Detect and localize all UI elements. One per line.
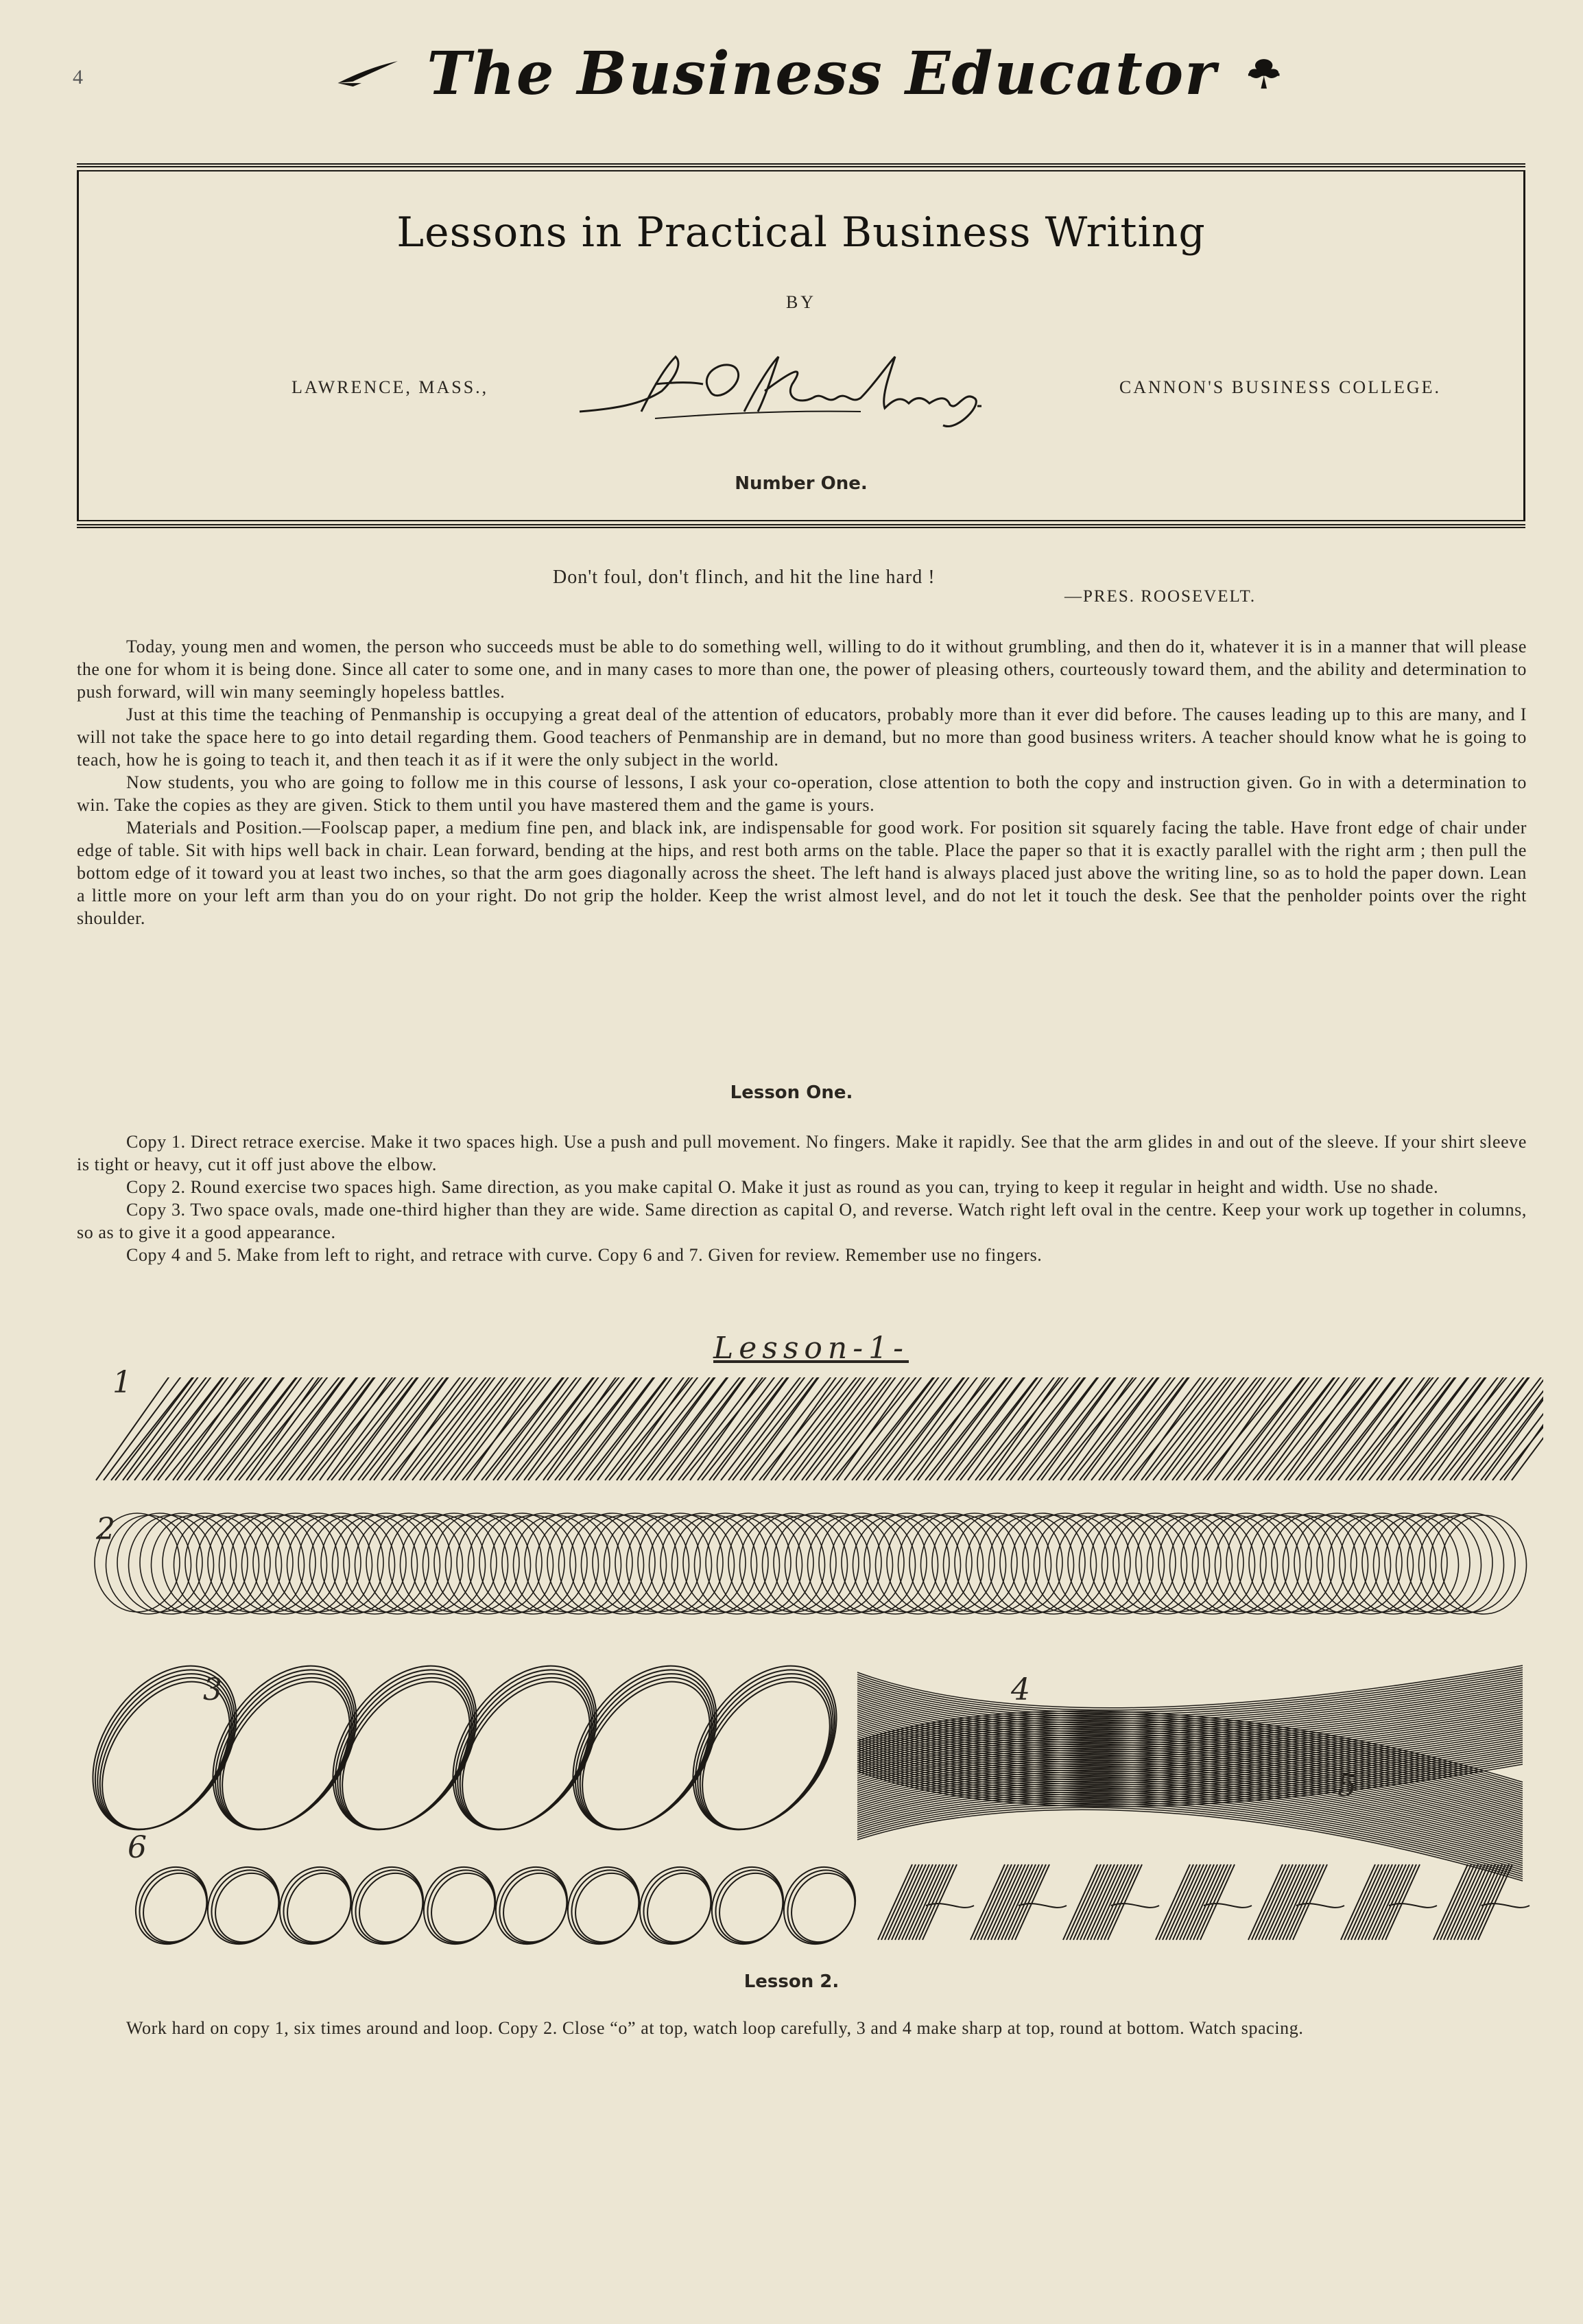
- penmanship-plate: [82, 1331, 1543, 2324]
- paragraph: Today, young men and women, the person who succeeds must be able to do something well, willing to do it without grumbling, and then do it, whatever it is in a manner that will please the one for whom it is being done. Since all cater to some one, and in many cases to more than one, the power of pleasing others, courteously toward them, and the ability and determination to push forward, will win many seemingly hopeless battles.: [77, 637, 1527, 702]
- author-signature: [573, 343, 998, 432]
- plate-title: Lesson-1-: [713, 1331, 909, 1366]
- copy-3-ovals: [82, 1639, 866, 1856]
- paragraph: Copy 4 and 5. Make from left to right, and retrace with curve. Copy 6 and 7. Given for review. Remember use no fingers.: [126, 1245, 1043, 1265]
- lesson-one-text: [77, 1130, 1527, 1266]
- by-label: BY: [785, 292, 817, 312]
- lesson-one-heading: Lesson One.: [730, 1082, 853, 1103]
- college-name: CANNON'S BUSINESS COLLEGE.: [1119, 377, 1441, 397]
- masthead: [336, 36, 1283, 111]
- intro-text: [77, 635, 1527, 929]
- copy-label-4: 4: [1011, 1672, 1030, 1707]
- copy-6-7-review: [122, 1854, 1530, 1957]
- quill-pen-icon: [336, 49, 399, 97]
- exercise-drawing: [82, 1377, 1543, 1995]
- copy-label-6: 6: [128, 1830, 147, 1865]
- lesson-series-heading: Lessons in Practical Business Writing: [396, 209, 1206, 257]
- paragraph: Copy 3. Two space ovals, made one-third higher than they are wide. Same direction as capital O, and reverse. Watch right left oval in the centre. Keep your work up together in columns, so as to give it a good appearance.: [77, 1200, 1527, 1242]
- paragraph: Just at this time the teaching of Penmanship is occupying a great deal of the attention of educators, probably more than it ever did before. The causes leading up to this are many, and I will not take the space here to go into detail regarding them. Good teachers of Penmanship are in demand, but no more than good business writers. A teacher should know what he is going to teach, how he is going to teach it, and then teach it as if it were the only subject in the world.: [77, 704, 1527, 770]
- copy-label-3: 3: [203, 1672, 222, 1707]
- paragraph: Copy 1. Direct retrace exercise. Make it two spaces high. Use a push and pull movement. No fingers. Make it rapidly. See that the arm glides in and out of the sleeve. If your shirt sleeve is tight or heavy, cut it off just above the elbow.: [77, 1132, 1527, 1174]
- paragraph: Materials and Position.—Foolscap paper, a medium fine pen, and black ink, are indispensable for good work. For position sit squarely facing the table. Have front edge of chair under edge of table. Sit with hips well back in chair. Lean forward, bending at the hips, and rest both arms on the table. Place the paper so that it is exactly parallel with the right arm ; then pull the bottom edge of it toward you at least two inches, so that the arm goes diagonally across the sheet. The left hand is always placed just above the writing line, so as to hold the paper down. Lean a little more on your left arm than you do on your right. Do not grip the holder. Keep the wrist almost level, and do not let it touch the desk. See that the penholder points over the right shoulder.: [77, 818, 1527, 928]
- copy-label-1: 1: [112, 1365, 132, 1400]
- page-number: 4: [73, 66, 83, 88]
- copy-2-round-exercise: [95, 1513, 1527, 1614]
- author-location: LAWRENCE, MASS.,: [291, 377, 489, 397]
- paragraph: Copy 2. Round exercise two spaces high. Same direction, as you make capital O. Make it just as round as you can, trying to keep it regular in height and width. Use no shade.: [126, 1177, 1439, 1197]
- copy-label-5: 5: [1337, 1768, 1357, 1803]
- masthead-title: The Business Educator: [427, 38, 1217, 108]
- lesson-two-text: [77, 2017, 1527, 2039]
- copy-4-5-curve-exercise: [857, 1665, 1523, 1881]
- copy-1-retrace-exercise: [96, 1377, 1543, 1480]
- copy-label-2: 2: [96, 1512, 115, 1547]
- lesson-title-box: [77, 163, 1525, 528]
- epigraph-quote: Don't foul, don't flinch, and hit the line hard !: [553, 567, 936, 588]
- lesson-number: Number One.: [735, 473, 868, 494]
- fleur-ornament-icon: [1245, 46, 1283, 101]
- epigraph-author: —PRES. ROOSEVELT.: [1064, 587, 1257, 606]
- paragraph: Work hard on copy 1, six times around and loop. Copy 2. Close “o” at top, watch loop carefully, 3 and 4 make sharp at top, round at bottom. Watch spacing.: [126, 2018, 1304, 2038]
- paragraph: Now students, you who are going to follow me in this course of lessons, I ask your co-operation, close attention to both the copy and instruction given. Go in with a determination to win. Take the copies as they are given. Stick to them until you have mastered them and the game is yours.: [77, 772, 1527, 815]
- lesson-two-heading: Lesson 2.: [743, 1971, 840, 1992]
